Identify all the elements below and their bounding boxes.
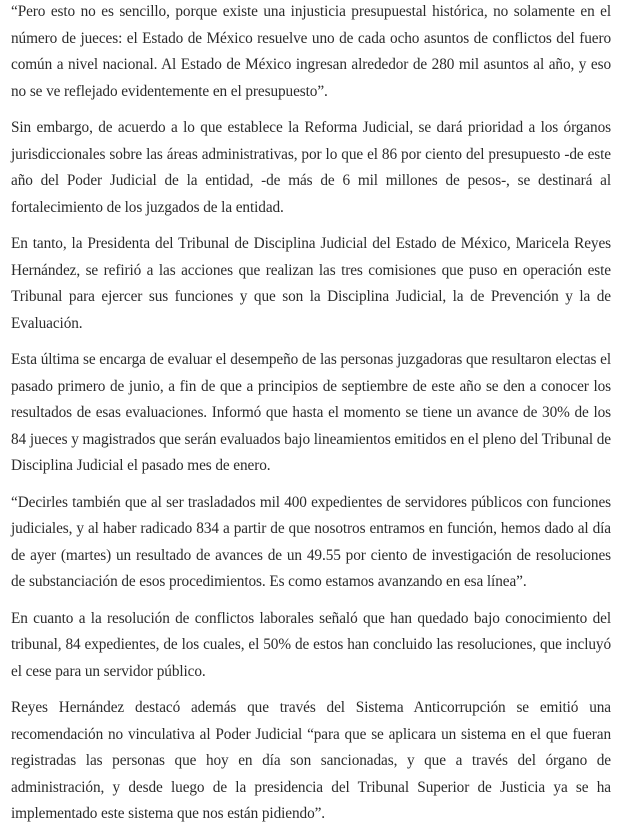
paragraph-labor-conflicts: En cuanto a la resolución de conflictos laborales señaló que han quedado bajo conocimiento del tribunal, 84 expedientes, de los cuales, el 50% de estos han concluido las resoluciones, que incluyó el cese para un servidor público. xyxy=(11,609,611,680)
paragraph-evaluation: Esta última se encarga de evaluar el desempeño de las personas juzgadoras que resultaron electas el pasado primero de junio, a fin de que a principios de septiembre de este año se den a conocer los resultados de esas evaluaciones. Informó que hasta el momento se tiene un avance de 30% de los 84 jueces y magistrados que serán evaluados bajo lineamientos emitidos en el pleno del Tribunal de Disciplina Judicial el pasado mes de enero. xyxy=(11,351,611,474)
paragraph-expedientes-quote: “Decirles también que al ser trasladados mil 400 expedientes de servidores públicos con funciones judiciales, y al haber radicado 834 a partir de que nosotros entramos en función, hemos dado al día de ayer (martes) un resultado de avances de un 49.55 por ciento de investigación de resoluciones de substanciación de esos procedimientos. Es como estamos avanzando en esa línea”. xyxy=(11,493,611,590)
paragraph-judicial-reform: Sin embargo, de acuerdo a lo que establece la Reforma Judicial, se dará prioridad a los órganos jurisdiccionales sobre las áreas administrativas, por lo que el 86 por ciento del presupuesto -de este año del Poder Judicial de la entidad, -de más de 6 mil millones de pesos-, se destinará al fortalecimiento de los juzgados de la entidad. xyxy=(11,119,611,216)
paragraph-anticorruption: Reyes Hernández destacó además que través del Sistema Anticorrupción se emitió una recomendación no vinculativa al Poder Judicial “para que se aplicara un sistema en el que fueran registradas las personas que hoy en día son sancionadas, y que a través del órgano de administración, y desde luego de la presidencia del Tribunal Superior de Justicia ya se ha implementado este sistema que nos están pidiendo”. xyxy=(11,699,611,822)
paragraph-budget-quote: “Pero esto no es sencillo, porque existe una injusticia presupuestal histórica, no solamente en el número de jueces: el Estado de México resuelve uno de cada ocho asuntos de conflictos del fuero común a nivel nacional. Al Estado de México ingresan alrededor de 280 mil asuntos al año, y eso no se ve reflejado evidentemente en el presupuesto”. xyxy=(11,3,611,100)
paragraph-disciplina-commissions: En tanto, la Presidenta del Tribunal de Disciplina Judicial del Estado de México, Maricela Reyes Hernández, se refirió a las acciones que realizan las tres comisiones que puso en operación este Tribunal para ejercer sus funciones y que son la Disciplina Judicial, la de Prevención y la de Evaluación. xyxy=(11,235,611,332)
